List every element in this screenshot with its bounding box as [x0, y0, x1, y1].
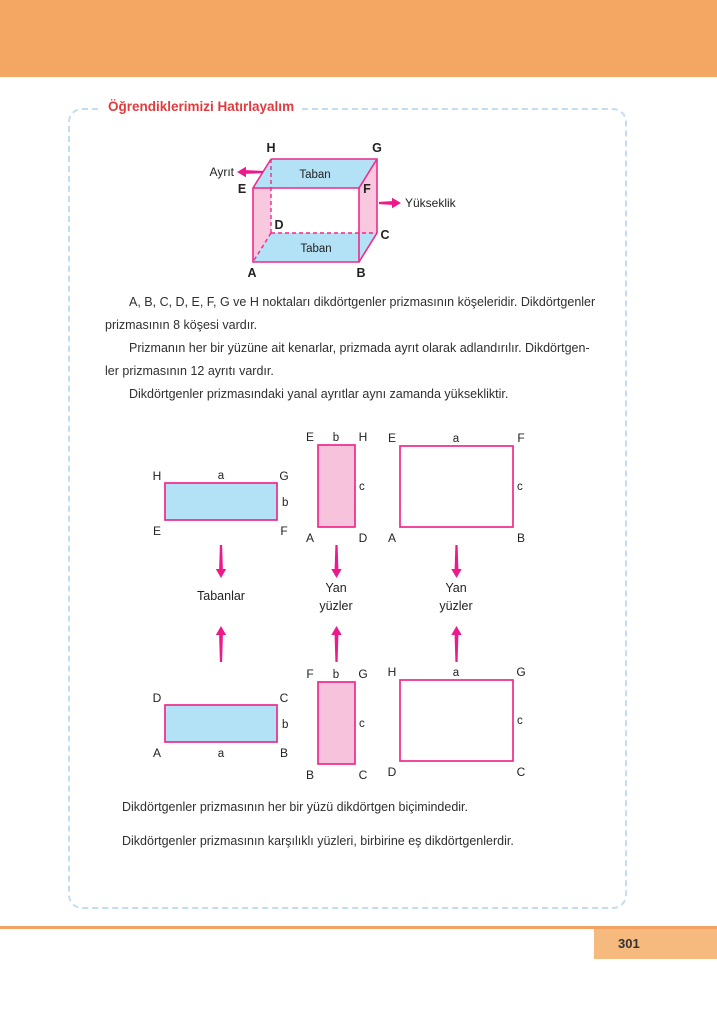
prism-vertex-E: E	[237, 182, 247, 196]
note-2: Dikdörtgenler prizmasının karşılıklı yüzleri, birbirine eş dikdörtgenlerdir.	[122, 834, 514, 848]
label-G: G	[279, 469, 289, 483]
label-D: D	[387, 765, 397, 779]
paragraph-1-line-1: A, B, C, D, E, F, G ve H noktaları dikdörtgenler prizmasının köşeleridir. Dikdörtgenler	[129, 295, 596, 309]
base-face-top-rect	[165, 483, 277, 520]
label-G: G	[516, 665, 526, 679]
edge-arrow-icon	[237, 167, 263, 177]
col1-label: Tabanlar	[197, 589, 245, 603]
prism-vertex-F: F	[363, 182, 371, 196]
prism-vertex-B: B	[356, 266, 366, 280]
label-C: C	[358, 768, 368, 782]
col3-label-line1: Yan	[445, 581, 467, 595]
faces-diagram	[100, 420, 550, 792]
dim-b: b	[332, 669, 340, 681]
dim-a: a	[217, 748, 225, 760]
col3-label-line2: yüzler	[439, 599, 473, 613]
label-E: E	[152, 524, 162, 538]
edge-arrow-label: Ayrıt	[209, 165, 234, 179]
dim-c: c	[359, 718, 365, 730]
label-E: E	[387, 431, 397, 445]
prism-vertex-H: H	[266, 141, 276, 155]
note-1: Dikdörtgenler prizmasının her bir yüzü dikdörtgen biçimindedir.	[122, 800, 468, 814]
down-arrow-icon	[331, 545, 341, 578]
prism-figure	[195, 135, 475, 285]
label-A: A	[387, 531, 397, 545]
prism-vertex-C: C	[380, 228, 390, 242]
page-number-box	[594, 929, 717, 959]
height-arrow-icon	[379, 198, 401, 208]
closing-notes	[122, 797, 514, 865]
dim-a: a	[452, 433, 460, 445]
label-H: H	[387, 665, 397, 679]
section-title: Öğrendiklerimizi Hatırlayalım	[100, 99, 302, 114]
prism-vertex-D: D	[274, 218, 284, 232]
label-H: H	[358, 430, 368, 444]
label-F: F	[306, 667, 314, 681]
dim-b: b	[282, 497, 289, 509]
paragraph-2-line-1: Prizmanın her bir yüzüne ait kenarlar, prizmada ayrıt olarak adlandırılır. Dikdörtgen-	[129, 341, 590, 355]
faces-col2	[306, 430, 368, 782]
height-arrow-label: Yükseklik	[405, 196, 456, 210]
paragraph-2-line-2: ler prizmasının 12 ayrıtı vardır.	[105, 364, 274, 378]
label-F: F	[517, 431, 525, 445]
dim-c: c	[359, 481, 365, 493]
faces-col1	[153, 469, 289, 760]
label-C: C	[279, 691, 289, 705]
dim-c: c	[517, 715, 523, 727]
side-face-top-rect	[318, 445, 355, 527]
up-arrow-icon	[451, 626, 461, 662]
up-arrow-icon	[331, 626, 341, 662]
prism-vertex-A: A	[247, 266, 257, 280]
label-F: F	[280, 524, 288, 538]
label-G: G	[358, 667, 368, 681]
label-A: A	[152, 746, 162, 760]
label-D: D	[358, 531, 368, 545]
col2-label-line1: Yan	[325, 581, 347, 595]
label-D: D	[152, 691, 162, 705]
dim-a: a	[217, 470, 225, 482]
side-face-top-rect	[400, 446, 513, 527]
base-face-bottom-rect	[165, 705, 277, 742]
dim-b: b	[282, 719, 289, 731]
prism-bottom-base-label: Taban	[300, 243, 332, 255]
label-H: H	[152, 469, 162, 483]
label-B: B	[516, 531, 526, 545]
label-E: E	[305, 430, 315, 444]
page-number: 301	[618, 936, 640, 951]
header-orange-bar	[0, 0, 717, 77]
label-A: A	[305, 531, 315, 545]
side-face-bottom-rect	[400, 680, 513, 761]
body-paragraphs	[105, 291, 615, 406]
prism-top-base-label: Taban	[299, 169, 331, 181]
paragraph-1-line-2: prizmasının 8 köşesi vardır.	[105, 318, 258, 332]
paragraph-3: Dikdörtgenler prizmasındaki yanal ayrıtlar aynı zamanda yüksekliktir.	[129, 387, 509, 401]
label-B: B	[279, 746, 289, 760]
up-arrow-icon	[216, 626, 226, 662]
dim-b: b	[332, 432, 340, 444]
prism-vertex-G: G	[372, 141, 382, 155]
col2-label-line2: yüzler	[319, 599, 353, 613]
label-C: C	[516, 765, 526, 779]
dim-c: c	[517, 481, 523, 493]
down-arrow-icon	[216, 545, 226, 578]
label-B: B	[305, 768, 315, 782]
faces-col3	[388, 431, 526, 779]
down-arrow-icon	[451, 545, 461, 578]
side-face-bottom-rect	[318, 682, 355, 764]
dim-a: a	[452, 667, 460, 679]
